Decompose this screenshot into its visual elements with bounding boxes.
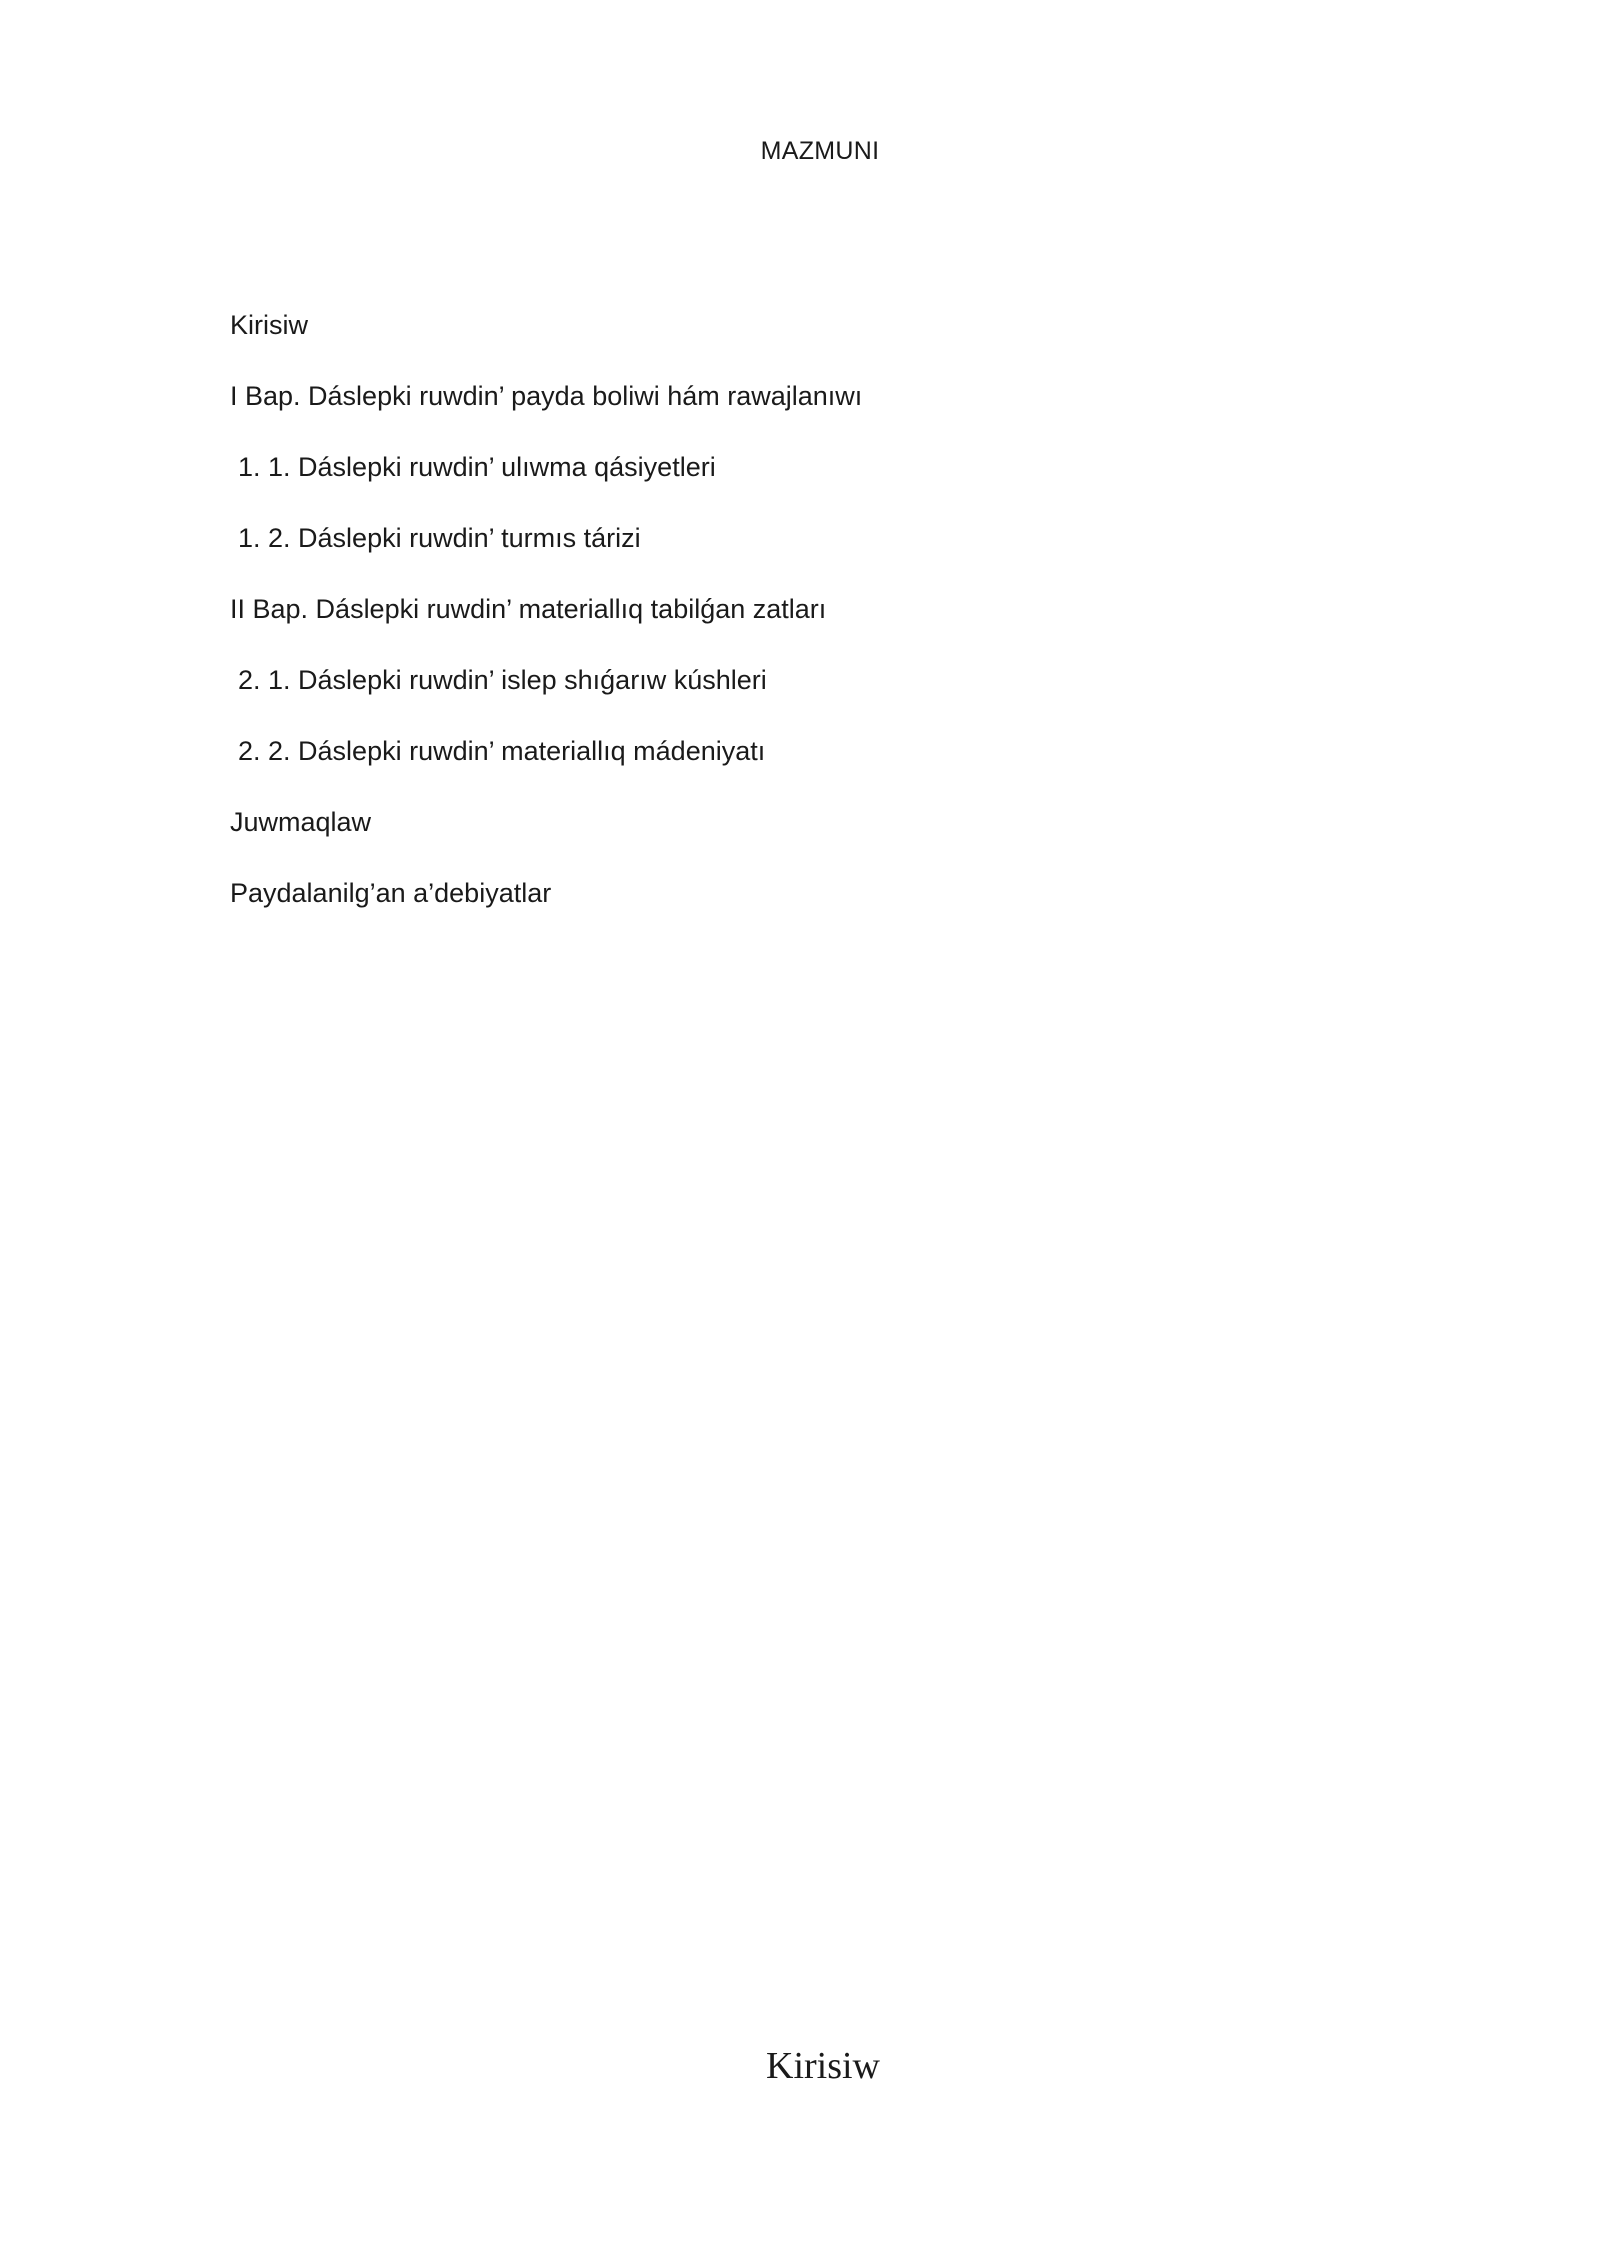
toc-item-chapter-2: II Bap. Dáslepki ruwdin’ materiallıq tabilǵan zatları <box>230 594 827 624</box>
toc-item-section-2-1: 2. 1. Dáslepki ruwdin’ islep shıǵarıw kúshleri <box>238 665 767 695</box>
toc-item-references: Paydalanilg’an a’debiyatlar <box>230 878 552 908</box>
section-heading-introduction: Kirisiw <box>766 2045 880 2087</box>
page-title: MAZMUNI <box>760 137 880 165</box>
table-of-contents <box>230 307 862 946</box>
toc-item-conclusion: Juwmaqlaw <box>230 807 372 837</box>
toc-item-chapter-1: I Bap. Dáslepki ruwdin’ payda boliwi hám rawajlanıwı <box>230 381 863 411</box>
toc-item-section-2-2: 2. 2. Dáslepki ruwdin’ materiallıq mádeniyatı <box>238 736 766 766</box>
toc-item-introduction: Kirisiw <box>230 310 308 340</box>
toc-item-section-1-2: 1. 2. Dáslepki ruwdin’ turmıs tárizi <box>238 523 641 553</box>
toc-item-section-1-1: 1. 1. Dáslepki ruwdin’ ulıwma qásiyetleri <box>238 452 716 482</box>
